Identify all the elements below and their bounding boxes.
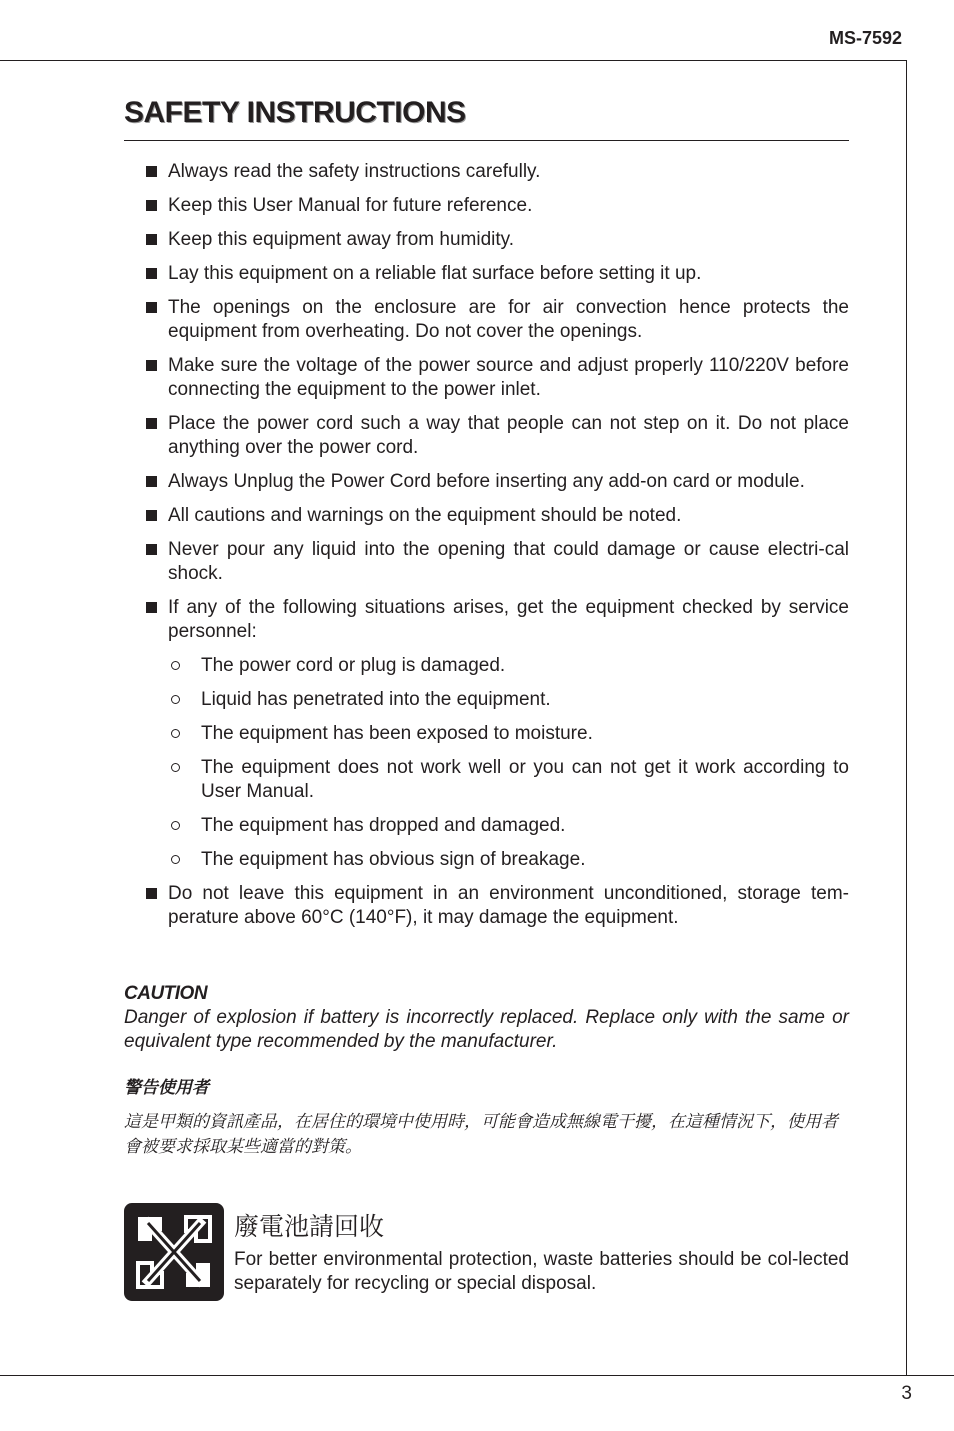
sub-list-item-text: The equipment does not work well or you can not get it work according to User Manual. — [201, 757, 849, 802]
frame-top-rule — [0, 60, 907, 61]
list-item — [124, 470, 849, 494]
chinese-warning-heading: 警告使用者 — [124, 1078, 209, 1098]
frame-right-rule — [906, 60, 907, 1375]
list-item — [124, 354, 849, 402]
sub-list-item — [168, 848, 849, 872]
battery-recycle-icon — [124, 1203, 224, 1301]
square-bullet-icon — [146, 418, 157, 429]
list-item — [124, 538, 849, 586]
list-item-text: Do not leave this equipment in an environment unconditioned, storage tem-perature above 60°C (140°F), it may damage the equipment. — [168, 883, 849, 928]
sub-list-item-text: Liquid has penetrated into the equipment. — [201, 689, 551, 710]
list-item-text: If any of the following situations arises, get the equipment checked by service personnel: — [168, 597, 849, 642]
sub-list-item-text: The equipment has been exposed to moisture. — [201, 723, 593, 744]
sub-list-item — [168, 814, 849, 838]
list-item — [124, 160, 849, 184]
sub-list-item-text: The power cord or plug is damaged. — [201, 655, 506, 676]
square-bullet-icon — [146, 544, 157, 555]
page-number: 3 — [901, 1383, 912, 1404]
title-underline — [124, 140, 849, 141]
list-item — [124, 262, 849, 286]
list-item — [124, 882, 849, 930]
caution-heading: CAUTION — [124, 983, 208, 1004]
square-bullet-icon — [146, 360, 157, 371]
sub-list — [168, 654, 849, 872]
list-item-text: Never pour any liquid into the opening that could damage or cause electri-cal shock. — [168, 539, 849, 584]
chinese-warning-text: 這是甲類的資訊產品，在居住的環境中使用時，可能會造成無線電干擾，在這種情況下，使用者會被要求採取某些適當的對策。 — [124, 1112, 838, 1157]
square-bullet-icon — [146, 888, 157, 899]
sub-list-item — [168, 654, 849, 678]
square-bullet-icon — [146, 234, 157, 245]
recycle-text: For better environmental protection, waste batteries should be col-lected separately for recycling or special disposal. — [234, 1249, 849, 1294]
circle-bullet-icon — [171, 729, 180, 738]
list-item-text: Make sure the voltage of the power source and adjust properly 110/220V before connecting the equipment to the power inlet. — [168, 355, 849, 400]
circle-bullet-icon — [171, 763, 180, 772]
square-bullet-icon — [146, 302, 157, 313]
model-number: MS-7592 — [828, 28, 902, 48]
circle-bullet-icon — [171, 695, 180, 704]
list-item — [124, 504, 849, 528]
list-item-text: Always read the safety instructions carefully. — [168, 161, 541, 182]
sub-list-item — [168, 756, 849, 804]
sub-list-item-text: The equipment has obvious sign of breakage. — [201, 849, 586, 870]
safety-list — [124, 160, 849, 930]
list-item-text: The openings on the enclosure are for air convection hence protects the equipment from overheating. Do not cover the openings. — [168, 297, 849, 342]
square-bullet-icon — [146, 166, 157, 177]
list-item — [124, 228, 849, 252]
sub-list-item — [168, 688, 849, 712]
page-title: SAFETY INSTRUCTIONS — [124, 96, 466, 129]
circle-bullet-icon — [171, 855, 180, 864]
square-bullet-icon — [146, 200, 157, 211]
chinese-warning-block — [124, 1073, 849, 1160]
square-bullet-icon — [146, 268, 157, 279]
safety-list-section — [124, 160, 849, 940]
square-bullet-icon — [146, 602, 157, 613]
square-bullet-icon — [146, 510, 157, 521]
caution-text: Danger of explosion if battery is incorrectly replaced. Replace only with the same or equivalent type recommended by the manufacturer. — [124, 1007, 849, 1052]
square-bullet-icon — [146, 476, 157, 487]
sub-list-item — [168, 722, 849, 746]
list-item-text: Keep this User Manual for future reference. — [168, 195, 533, 216]
list-item-text: Keep this equipment away from humidity. — [168, 229, 515, 250]
circle-bullet-icon — [171, 821, 180, 830]
list-item-text: Place the power cord such a way that people can not step on it. Do not place anything over the power cord. — [168, 413, 849, 458]
frame-bottom-rule — [0, 1375, 954, 1376]
list-item-text: Always Unplug the Power Cord before inserting any add-on card or module. — [168, 471, 805, 492]
list-item-text: Lay this equipment on a reliable flat surface before setting it up. — [168, 263, 702, 284]
caution-block — [124, 982, 849, 1054]
list-item — [124, 412, 849, 460]
recycle-heading: 廢電池請回收 — [234, 1212, 385, 1241]
list-item — [124, 194, 849, 218]
sub-list-item-text: The equipment has dropped and damaged. — [201, 815, 566, 836]
list-item — [124, 596, 849, 872]
circle-bullet-icon — [171, 661, 180, 670]
list-item-text: All cautions and warnings on the equipment should be noted. — [168, 505, 682, 526]
list-item — [124, 296, 849, 344]
